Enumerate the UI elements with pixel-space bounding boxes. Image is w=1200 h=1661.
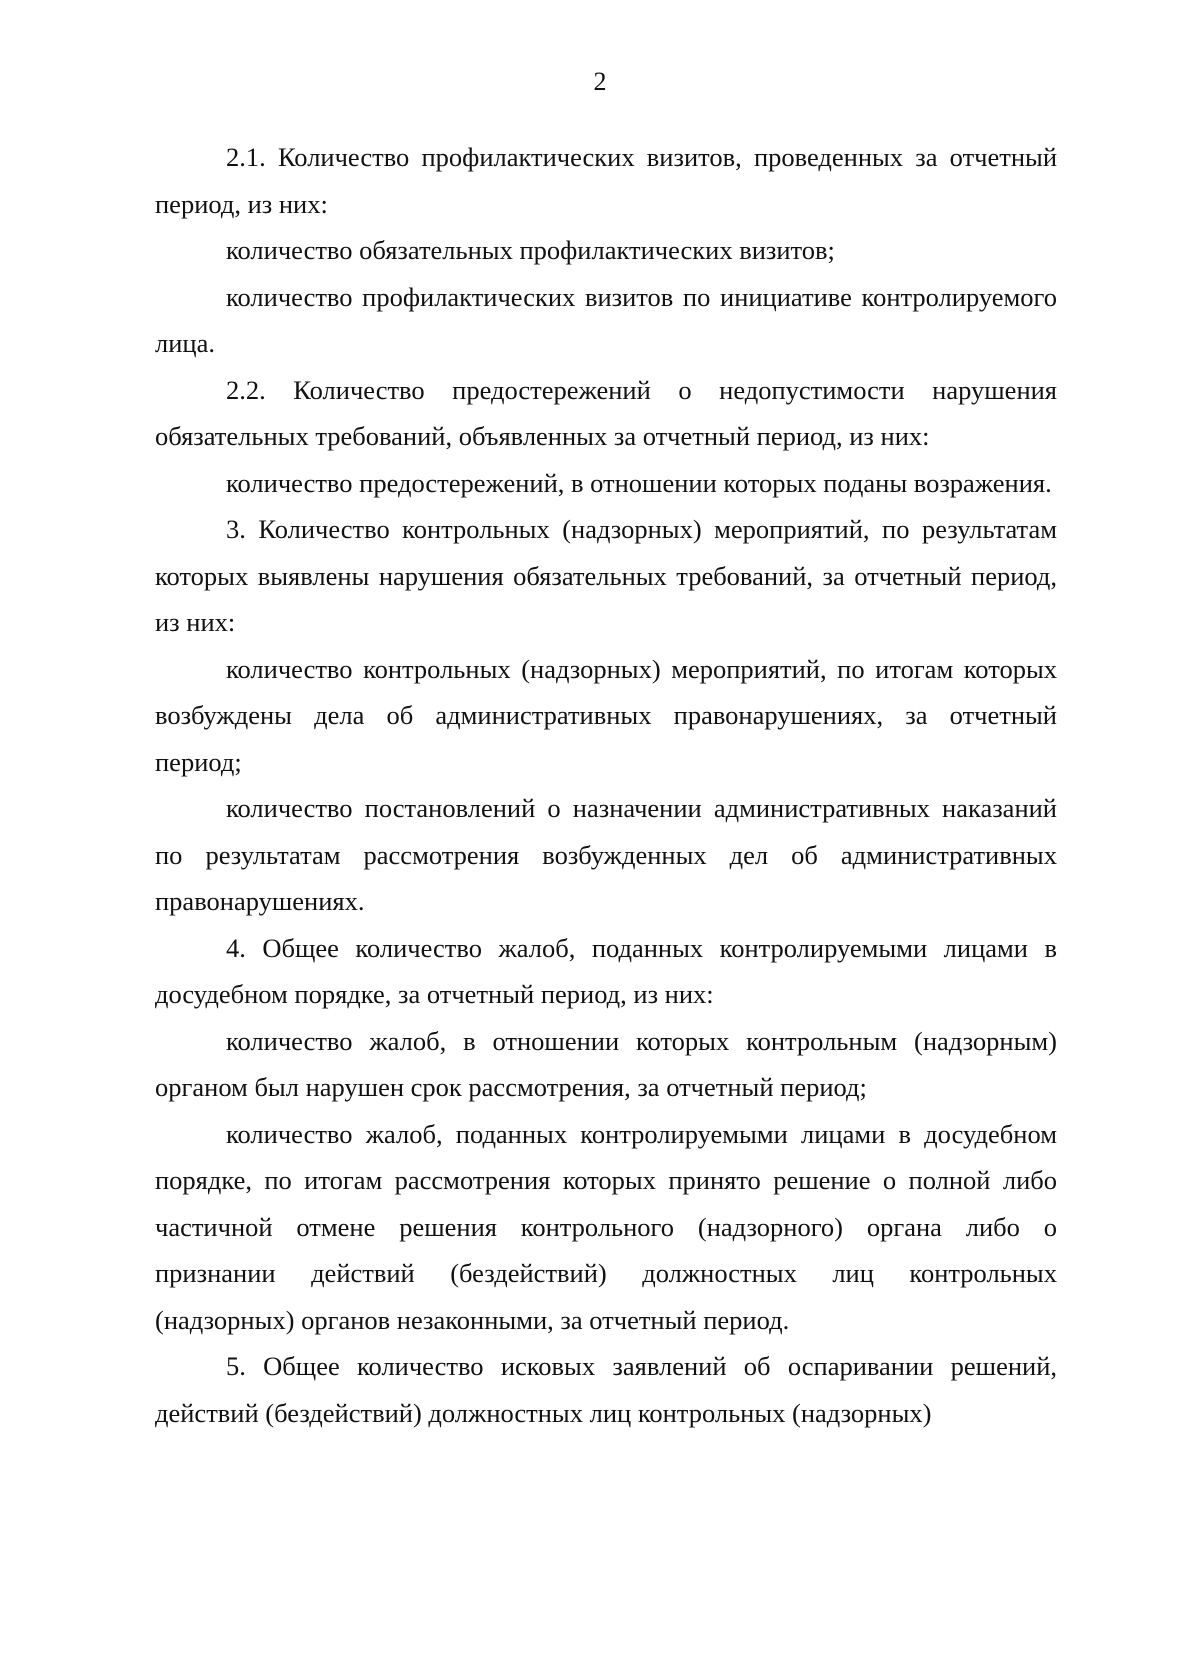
paragraph-2-1: 2.1. Количество профилактических визитов, проведенных за отчетный период, из них: bbox=[155, 142, 1057, 219]
paragraph-objections: количество предостережений, в отношении которых поданы возражения. bbox=[226, 467, 1052, 498]
paragraph-4: 4. Общее количество жалоб, поданных контролируемыми лицами в досудебном порядке, за отчетный период, из них: bbox=[155, 932, 1057, 1009]
paragraph-5: 5. Общее количество исковых заявлений об оспаривании решений, действий (бездействий) должностных лиц контрольных (надзорных) bbox=[155, 1351, 1057, 1428]
paragraph-complaint-decisions: количество жалоб, поданных контролируемыми лицами в досудебном порядке, по итогам рассмотрения которых принято решение о полной либо частичной отмене решения контрольного (надзорного) органа либо о признании действий (бездействий) должностных лиц контрольных (надзорных) органов незаконными, за отчетный период. bbox=[155, 1118, 1057, 1335]
paragraph-3: 3. Количество контрольных (надзорных) мероприятий, по результатам которых выявлены нарушения обязательных требований, за отчетный период, из них: bbox=[155, 514, 1057, 637]
document-body bbox=[155, 134, 1057, 1436]
paragraph-initiative-visits: количество профилактических визитов по инициативе контролируемого лица. bbox=[155, 281, 1057, 358]
paragraph-penalty-resolutions: количество постановлений о назначении административных наказаний по результатам рассмотрения возбужденных дел об административных правонарушениях. bbox=[155, 793, 1057, 916]
paragraph-mandatory-visits: количество обязательных профилактических визитов; bbox=[226, 235, 835, 265]
paragraph-review-deadline: количество жалоб, в отношении которых контрольным (надзорным) органом был нарушен срок рассмотрения, за отчетный период; bbox=[155, 1025, 1057, 1102]
page-number: 2 bbox=[593, 67, 607, 96]
paragraph-2-2: 2.2. Количество предостережений о недопустимости нарушения обязательных требований, объявленных за отчетный период, из них: bbox=[155, 374, 1057, 451]
paragraph-administrative-cases: количество контрольных (надзорных) мероприятий, по итогам которых возбуждены дела об административных правонарушениях, за отчетный период; bbox=[155, 653, 1057, 777]
